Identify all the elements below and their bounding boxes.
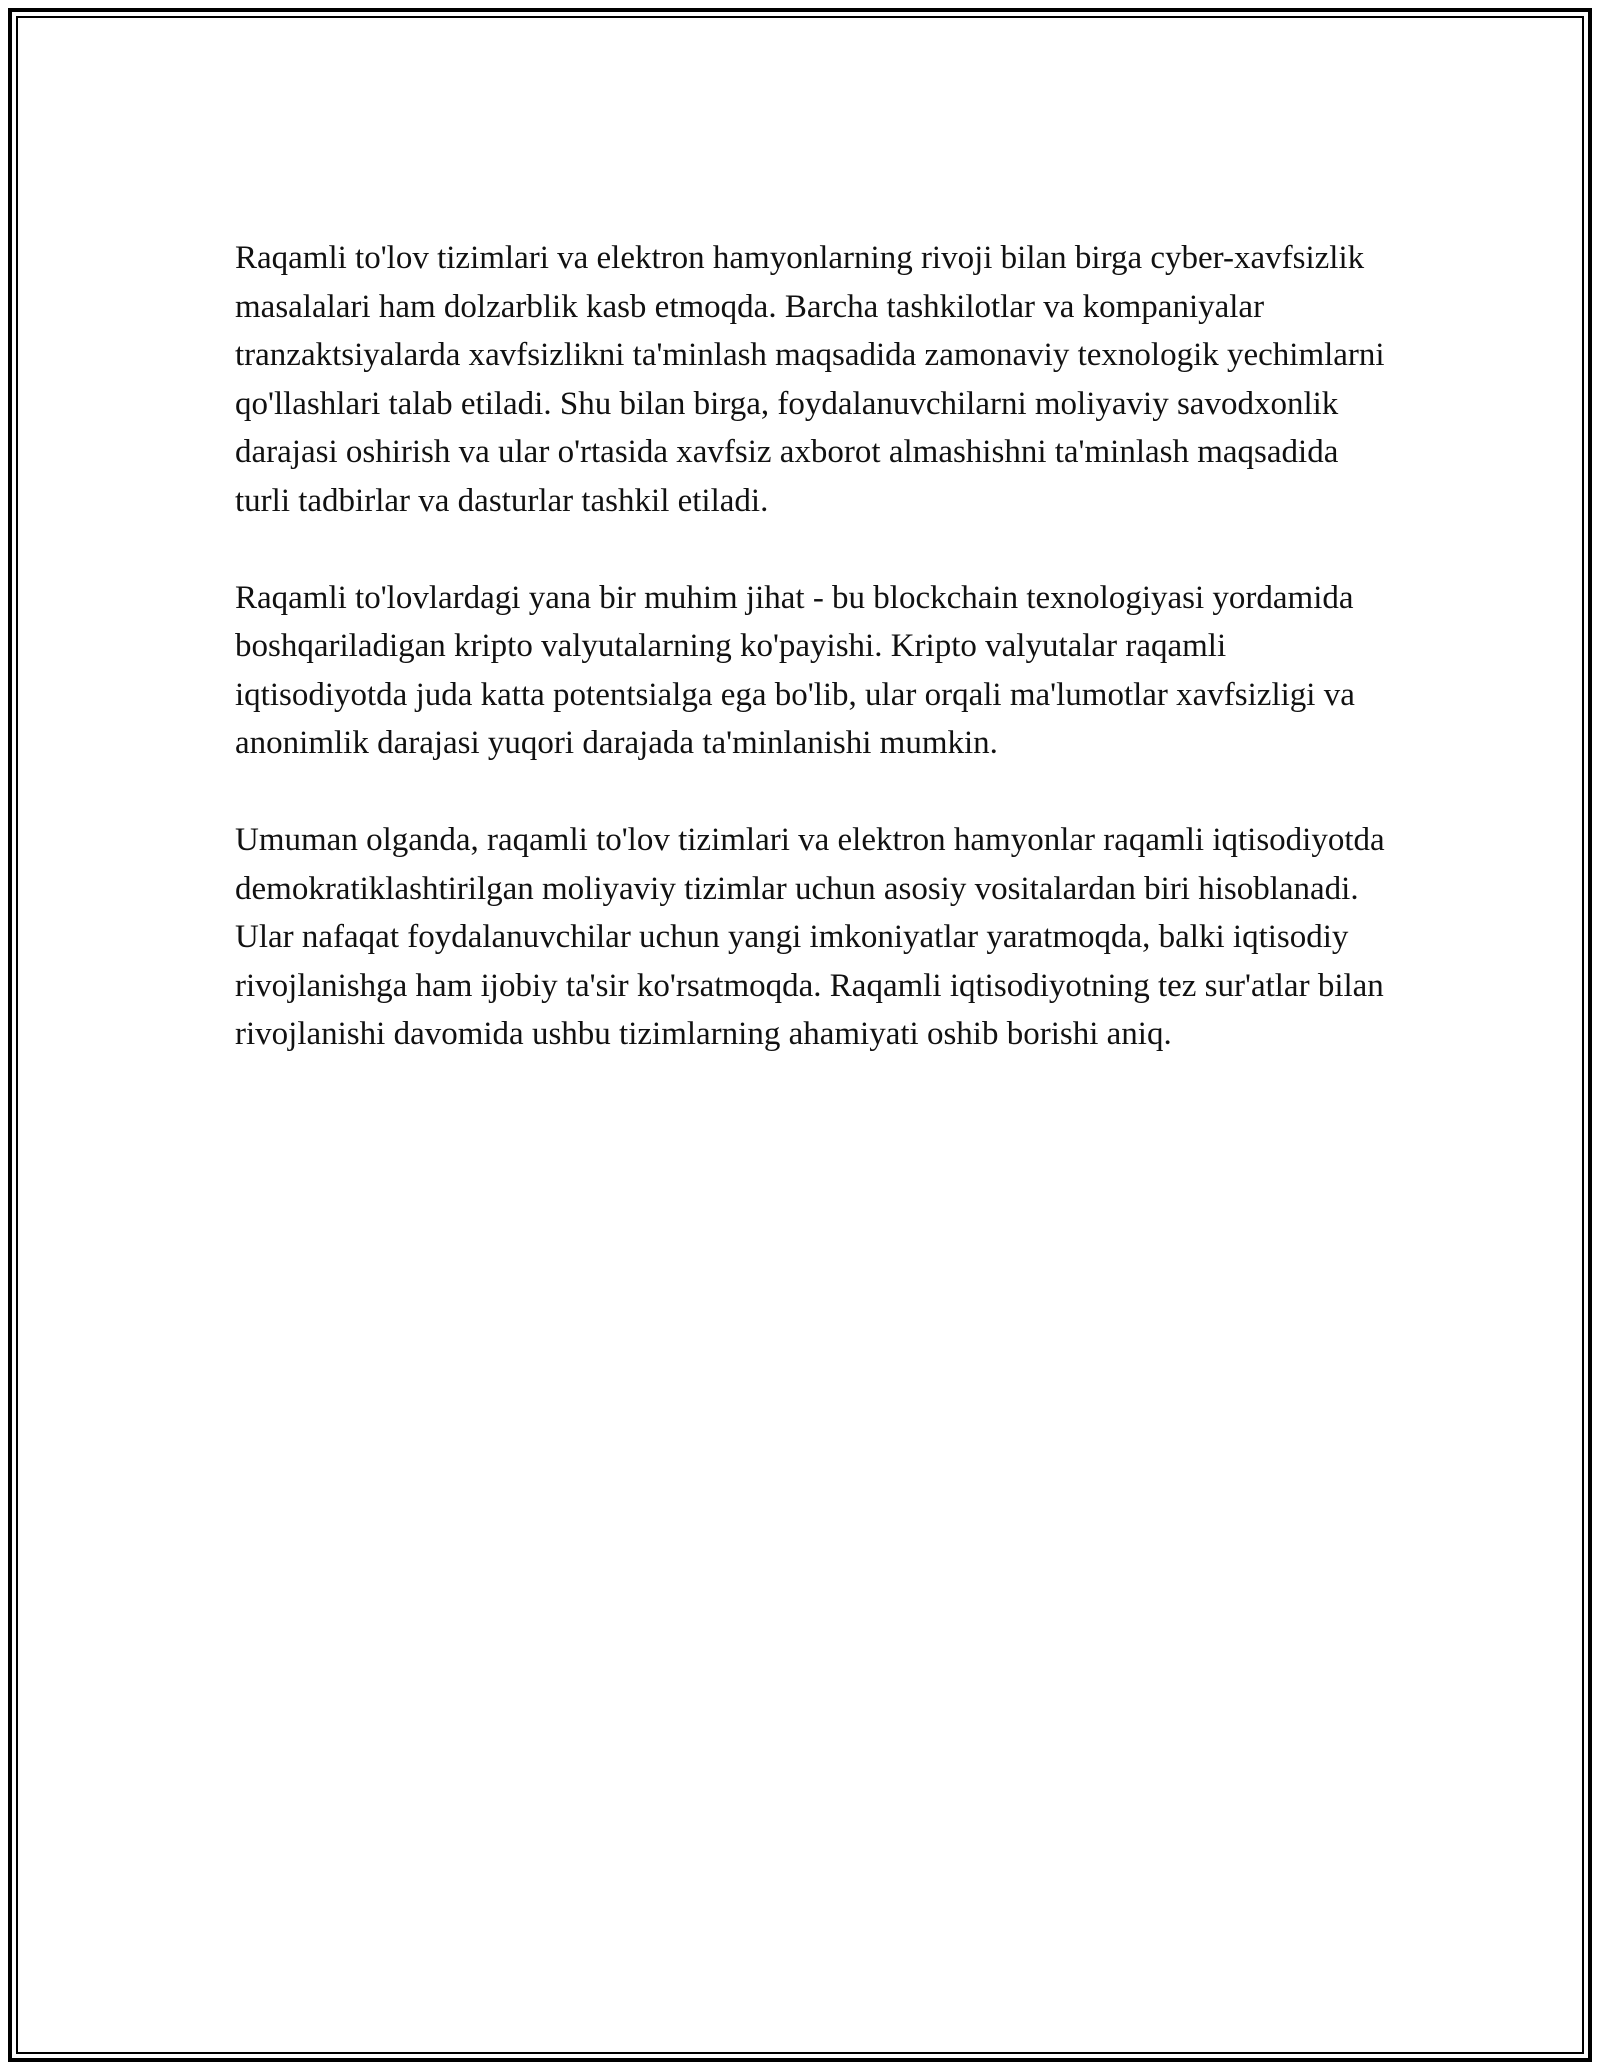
paragraph-conclusion: Umuman olganda, raqamli to'lov tizimlari va elektron hamyonlar raqamli iqtisodiyotda demokratiklashtirilgan moliyaviy tizimlar uchun asosiy vositalardan biri hisoblanadi. Ular nafaqat foydalanuvchilar uchun yangi imkoniyatlar yaratmoqda, balki iqtisodiy rivojlanishga ham ijobiy ta'sir ko'rsatmoqda. Raqamli iqtisodiyotning tez sur'atlar bilan rivojlanishi davomida ushbu tizimlarning ahamiyati oshib borishi aniq.: [235, 822, 1385, 1052]
paragraph-crypto: Raqamli to'lovlardagi yana bir muhim jihat - bu blockchain texnologiyasi yordamida boshqariladigan kripto valyutalarning ko'payishi. Kripto valyutalar raqamli iqtisodiyotda juda katta potentsialga ega bo'lib, ular orqali ma'lumotlar xavfsizligi va anonimlik darajasi yuqori darajada ta'minlanishi mumkin.: [235, 579, 1355, 761]
document-body: [235, 234, 1385, 1059]
paragraph-cybersecurity: Raqamli to'lov tizimlari va elektron hamyonlarning rivoji bilan birga cyber-xavfsizlik masalalari ham dolzarblik kasb etmoqda. Barcha tashkilotlar va kompaniyalar tranzaktsiyalarda xavfsizlikni ta'minlash maqsadida zamonaviy texnologik yechimlarni qo'llashlari talab etiladi. Shu bilan birga, foydalanuvchilarni moliyaviy savodxonlik darajasi oshirish va ular o'rtasida xavfsiz axborot almashishni ta'minlash maqsadida turli tadbirlar va dasturlar tashkil etiladi.: [235, 240, 1385, 519]
